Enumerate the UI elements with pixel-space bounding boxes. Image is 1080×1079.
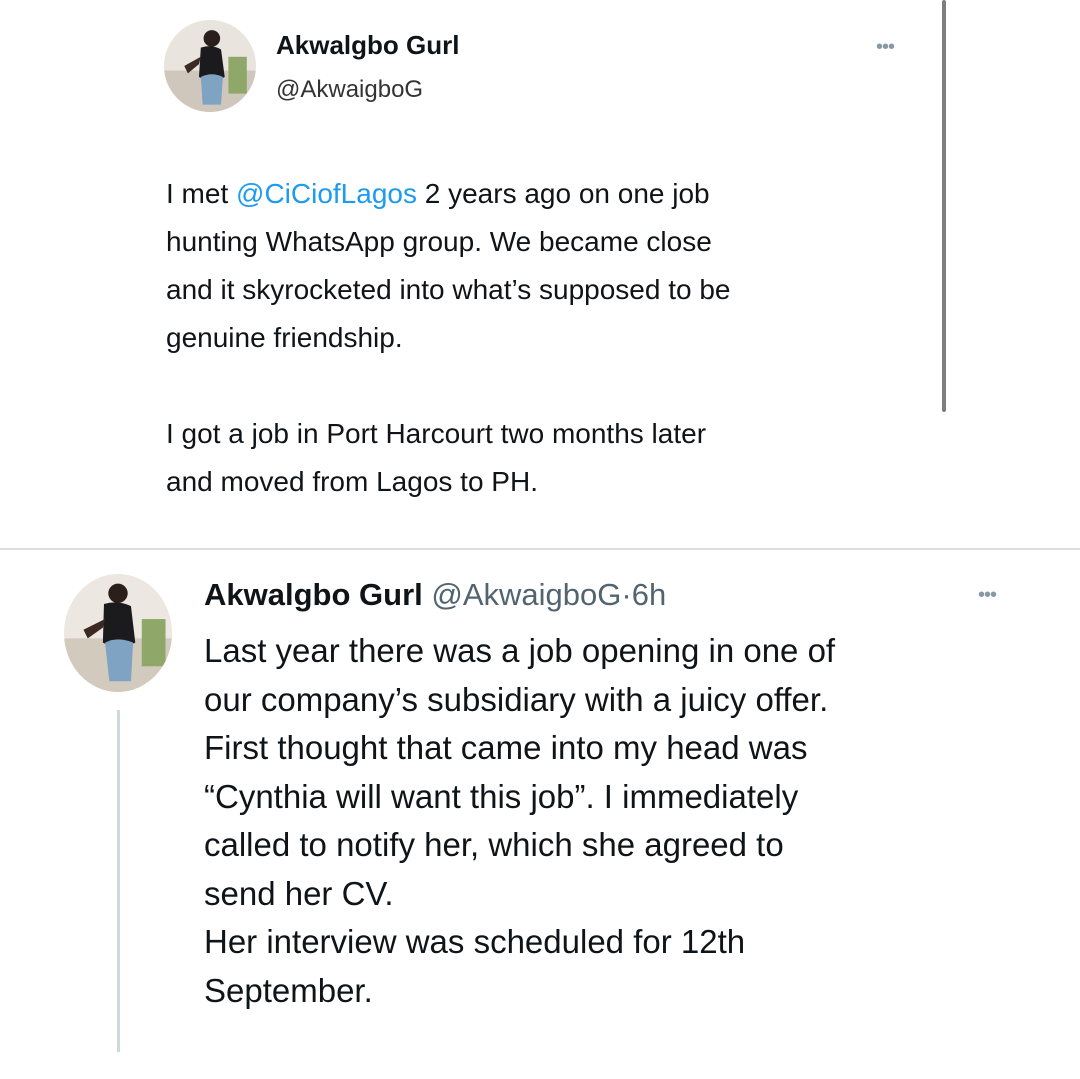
- tweet-text: Last year there was a job opening in one of our company’s subsidiary with a juicy offer. First thought that came into my head was “Cynthia will want this job”. I immediately called to notify her, which she agreed to send her CV. Her interview was scheduled for 12th September.: [204, 632, 836, 1009]
- tweet-divider: [0, 548, 1080, 550]
- tweet-text: [166, 170, 936, 506]
- user-handle[interactable]: @AkwaigboG: [276, 76, 424, 103]
- mention-link[interactable]: @CiCiofLagos: [236, 178, 417, 209]
- more-dots-icon[interactable]: •••: [876, 36, 895, 58]
- avatar[interactable]: [164, 20, 256, 112]
- avatar[interactable]: [64, 574, 172, 692]
- tweet-text-rest: 2 years ago on one job hunting WhatsApp group. We became close and it skyrocketed into what’s supposed to be genuine friendship. I got a job in Port Harcourt two months later and moved from Lagos to PH.: [166, 178, 731, 497]
- display-name[interactable]: Akwalgbo Gurl: [204, 577, 423, 612]
- thread-line: [117, 710, 120, 1052]
- user-handle[interactable]: @AkwaigboG: [431, 577, 622, 612]
- scrollbar[interactable]: [942, 0, 946, 412]
- display-name[interactable]: Akwalgbo Gurl: [276, 30, 460, 60]
- more-dots-icon[interactable]: •••: [978, 584, 997, 606]
- tweet-header: [204, 577, 666, 613]
- avatar-photo: [164, 20, 256, 112]
- timestamp[interactable]: 6h: [631, 577, 667, 612]
- meta-separator: ·: [621, 577, 632, 612]
- tweet-text-start: I met: [166, 178, 237, 209]
- avatar-photo: [64, 574, 172, 692]
